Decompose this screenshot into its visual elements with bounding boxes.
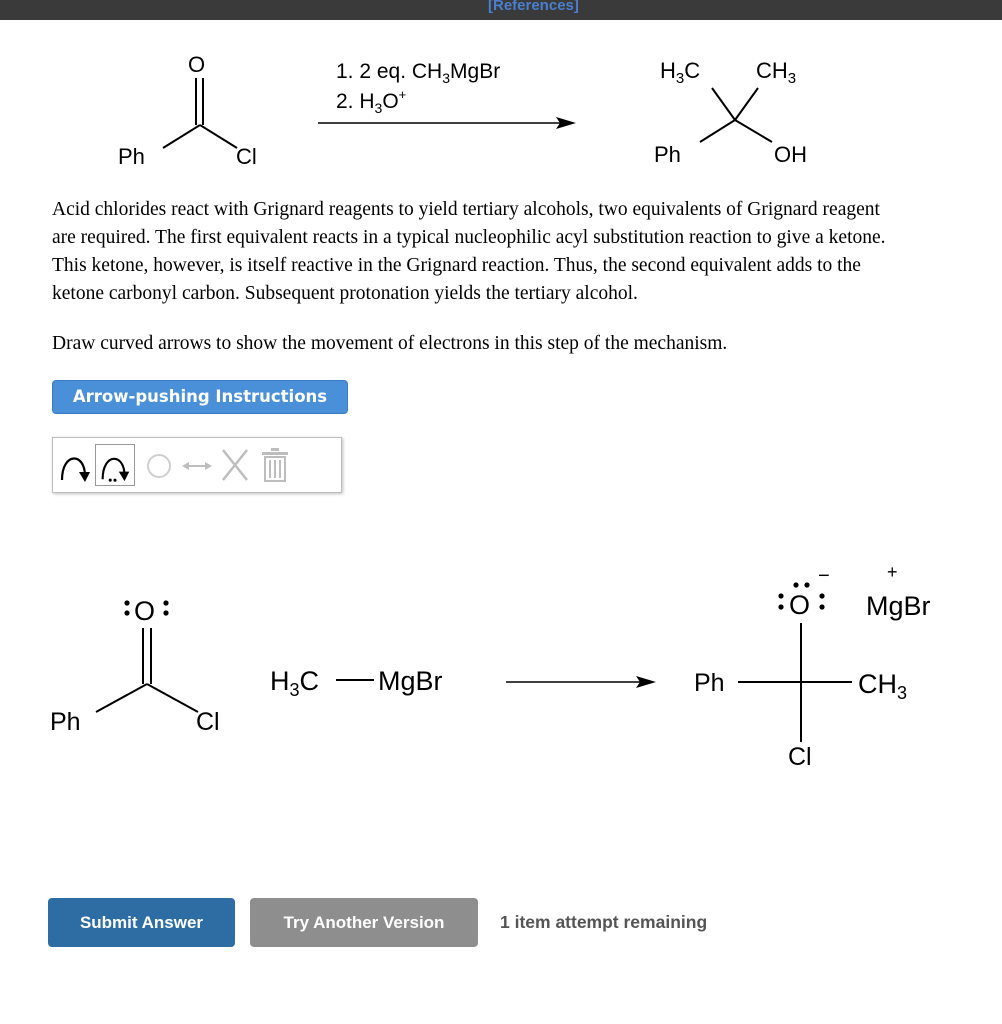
mech-product-oxygen: O [789, 590, 811, 620]
svg-text:H3C: $H_3C$ [270, 666, 320, 700]
product-methyl-right: CH [756, 58, 788, 83]
svg-text:H3C: $H_3C$ [660, 58, 701, 87]
mech-reactant-ph: Ph [50, 708, 81, 736]
grignard-mgbr: MgBr [378, 666, 443, 696]
description-paragraph [52, 196, 1002, 308]
description-line: are required. The first equivalent reacts in a typical nucleophilic acyl substitution reaction to give a ketone. [52, 227, 886, 248]
mech-reactant-cl: Cl [196, 708, 220, 736]
mech-product-ch3: CH [858, 669, 897, 699]
try-another-version-button[interactable]: Try Another Version [250, 898, 478, 947]
product-oh: OH [774, 142, 807, 167]
mechanism-arrow [506, 676, 656, 688]
svg-text:CH3: $CH_3$ [756, 58, 797, 87]
magnesium-positive-charge: + [887, 562, 898, 582]
circle-arrow-icon[interactable] [141, 444, 177, 486]
svg-text:1. 2 eq. CH3MgBr: 1. 2 eq. $CH_3MgBr$ [336, 60, 501, 86]
single-curved-arrow-icon[interactable] [57, 444, 93, 486]
references-link[interactable]: [References] [488, 0, 579, 14]
top-reactant-oxygen: O [188, 52, 206, 77]
description-line: This ketone, however, is itself reactive in the Grignard reaction. Thus, the second equivalent adds to the [52, 255, 861, 276]
description-line: Acid chlorides react with Grignard reagents to yield tertiary alcohols, two equivalents of Grignard reagent [52, 199, 880, 220]
prompt-text: Draw curved arrows to show the movement of electrons in this step of the mechanism. [52, 333, 728, 354]
condition-step1: 1. 2 eq. CH [336, 60, 443, 83]
trash-icon[interactable] [257, 444, 293, 486]
mechanism-reactant [50, 596, 220, 736]
mech-product-cl: Cl [788, 743, 812, 771]
resonance-arrow-icon[interactable] [179, 444, 215, 486]
top-reactant [118, 52, 257, 169]
description-line: ketone carbonyl carbon. Subsequent protonation yields the tertiary alcohol. [52, 283, 638, 304]
product-methyl-left: H [660, 58, 676, 83]
svg-text:2. H3O+: 2. $H_3O^+$ [336, 87, 407, 116]
top-product [654, 58, 807, 167]
lone-pair-arrow-icon[interactable] [95, 444, 135, 486]
delete-icon[interactable] [217, 444, 253, 486]
arrow-toolbar [52, 437, 342, 493]
mech-product-mgbr: MgBr [866, 591, 931, 621]
svg-text:CH3: $CH_3$ [858, 669, 908, 703]
grignard-reagent [270, 666, 443, 700]
submit-answer-button[interactable]: Submit Answer [48, 898, 235, 947]
product-ph: Ph [654, 142, 681, 167]
reaction-conditions [318, 60, 576, 129]
grignard-h: H [270, 666, 290, 696]
mechanism-product [694, 562, 931, 771]
top-reactant-cl: Cl [236, 144, 257, 169]
mech-product-ph: Ph [694, 669, 725, 697]
attempts-remaining-text: 1 item attempt remaining [500, 912, 708, 932]
mech-reactant-oxygen: O [134, 596, 156, 626]
oxygen-negative-charge: − [818, 565, 830, 587]
arrow-pushing-instructions-button[interactable]: Arrow-pushing Instructions [52, 380, 348, 414]
condition-step2: 2. H [336, 90, 375, 113]
top-reactant-ph: Ph [118, 144, 145, 169]
